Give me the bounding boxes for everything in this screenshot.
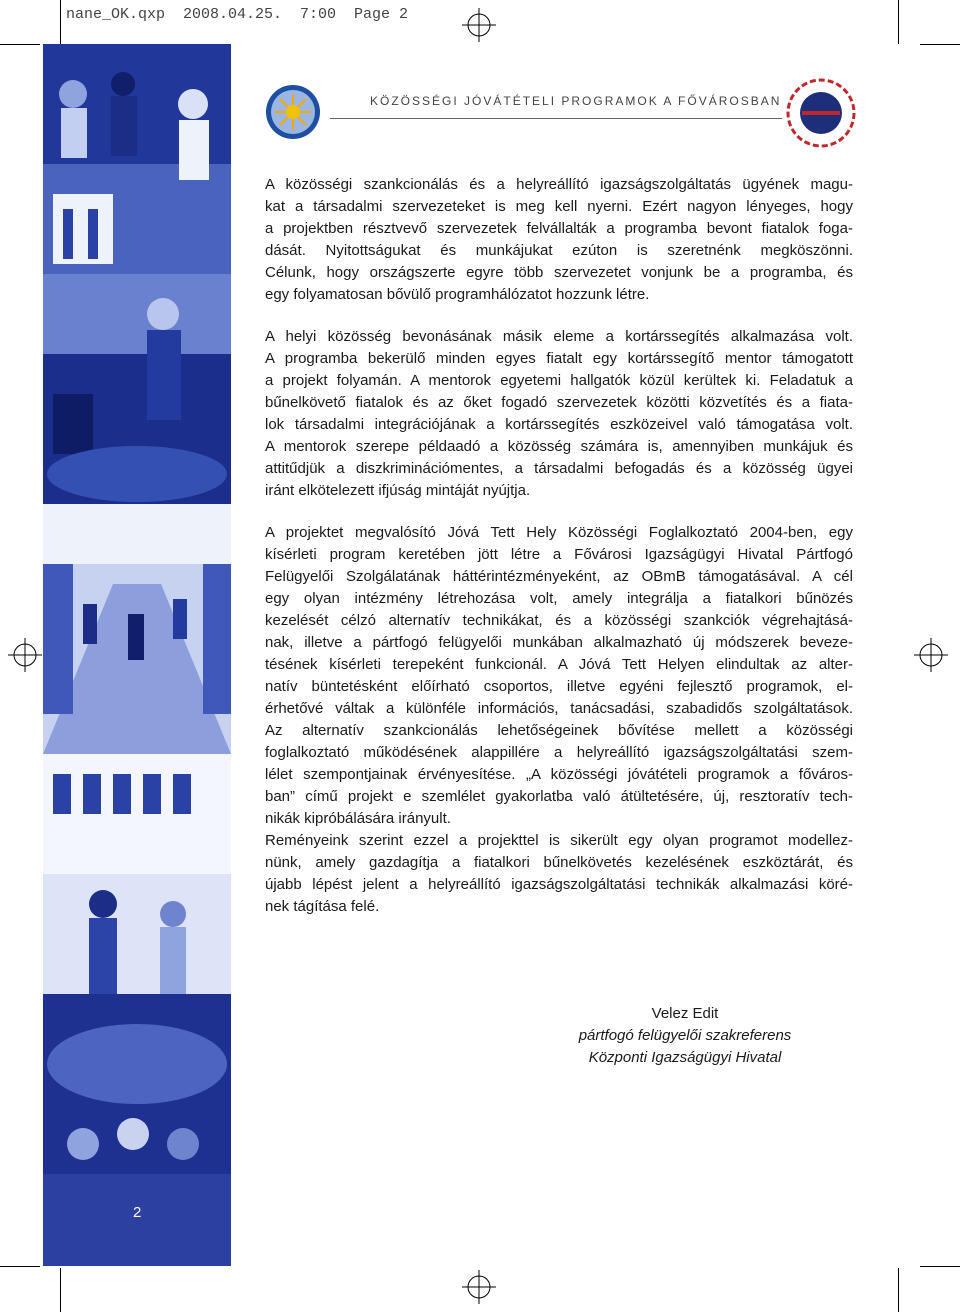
p4-line: nek tágítása felé. xyxy=(265,898,380,915)
p2-line: a projekt folyamán. A mentorok egyetemi hallgatók közül kerültek ki. Feladatuk a xyxy=(265,372,853,389)
p1-line: a projektben résztvevő szervezetek felvállalták a programba bevont fiatalok foga- xyxy=(265,220,853,237)
collage-photo-building xyxy=(43,754,231,994)
sun-emblem-logo xyxy=(265,84,321,140)
p3-line: egy olyan intézmény létrehozása volt, amely integrálja a fiatalkori bűnözés xyxy=(265,590,853,607)
crop-mark-top-left xyxy=(60,0,61,44)
p1-line: kat a társadalmi szervezeteket is meg kell nyerni. Ezért nagyon lényeges, hogy xyxy=(265,198,853,215)
crop-mark-top-right-h xyxy=(920,44,960,45)
signature-role: pártfogó felügyelői szakreferens xyxy=(578,1027,792,1044)
p1-line: egy folyamatosan bővülő programhálózatot hozzunk létre. xyxy=(265,286,650,303)
p1-line: A közösségi szankcionálás és a helyreállító igazságszolgáltatás ügyének magu- xyxy=(265,176,853,193)
registration-mark-top xyxy=(462,8,496,42)
crop-mark-bottom-right xyxy=(898,1268,899,1312)
p3-line: nikák kipróbálására irányult. xyxy=(265,810,451,827)
registration-mark-left xyxy=(8,638,42,672)
p3-line: kezelését célzó alternatív technikákat, és a közösségi szankciók végrehajtásá- xyxy=(265,612,853,629)
p2-line: A helyi közösség bevonásának másik eleme a kortárssegítés alkalmazása volt. xyxy=(265,328,853,345)
photo-collage-strip xyxy=(43,44,231,1266)
paragraph-conclusion xyxy=(265,830,853,918)
p3-line: Felügyelői Szolgálatának háttérintézményeként, az OBmB támogatásával. A cél xyxy=(265,568,853,585)
p2-line: bűnelkövető fiatalok és az őket fogadó szervezetek közötti közvetítés és a fiata- xyxy=(265,394,853,411)
signature-block xyxy=(540,1003,830,1069)
p3-line: A projektet megvalósító Jóvá Tett Hely Közösségi Foglalkoztató 2004-ben, egy xyxy=(265,524,853,541)
registration-mark-bottom xyxy=(462,1270,496,1304)
crop-mark-bottom-right-h xyxy=(920,1266,960,1267)
p3-line: tésének kísérleti terepeként funkcionál. A Jóvá Tett Helyen elindultak az alter- xyxy=(265,656,853,673)
paragraph-project xyxy=(265,522,853,830)
print-slug: nane_OK.qxp 2008.04.25. 7:00 Page 2 xyxy=(66,6,409,23)
p2-line: iránt elkötelezett ifjúság mintáját nyújtja. xyxy=(265,482,531,499)
p2-line: lok társadalmi integrációjának a kortárssegítés eszközeivel való támogatása volt. xyxy=(265,416,853,433)
crop-mark-bottom-left-h xyxy=(0,1266,40,1267)
crop-mark-bottom-left xyxy=(60,1268,61,1312)
p3-line: natív büntetésként előírható csoportos, illetve egyéni fejlesztő programok, el- xyxy=(265,678,853,695)
crop-mark-top-left-h xyxy=(0,44,40,45)
p1-line: Célunk, hogy országszerte egyre több szervezetet vonjunk be a programba, és xyxy=(265,264,853,281)
igazsagugyi-hivatal-logo xyxy=(786,78,856,148)
p3-line: lélet szempontjainak érvényesítése. „A közösségi jóvátételi programok a főváros- xyxy=(265,766,853,783)
p3-line: foglalkoztató működésének alappillére a helyreállító igazságszolgáltatási szem- xyxy=(265,744,853,761)
p4-line: újabb lépést jelent a helyreállító igazságszolgáltatási technikák alkalmazási köré- xyxy=(265,876,853,893)
p3-line: nak, illetve a pártfogó felügyelői munkában alkalmazható új módszerek beveze- xyxy=(265,634,853,651)
header-title: KÖZÖSSÉGI JÓVÁTÉTELI PROGRAMOK A FŐVÁROSBAN xyxy=(370,94,782,108)
collage-photo-group-students xyxy=(43,44,231,274)
p3-line: Az alternatív szankcionálás lehetőségeinek bővítése mellett a közösségi xyxy=(265,722,853,739)
collage-photo-walkway xyxy=(43,504,231,754)
p2-line: A mentorok szerepe példaadó a közösség számára is, amennyiben munkájuk és xyxy=(265,438,853,455)
collage-photo-night-group xyxy=(43,994,231,1266)
p2-line: attitűdjük a diszkriminációmentes, a társadalmi befogadás és a közösség ügyei xyxy=(265,460,853,477)
registration-mark-right xyxy=(914,638,948,672)
signature-organization: Központi Igazságügyi Hivatal xyxy=(588,1049,782,1066)
p2-line: A programba bekerülő minden egyes fiatalt egy kortárssegítő mentor támogatott xyxy=(265,350,853,367)
paragraph-intro xyxy=(265,174,853,306)
header-rule xyxy=(330,118,782,119)
page-number: 2 xyxy=(133,1204,142,1221)
crop-mark-top-right xyxy=(898,0,899,44)
signature-name: Velez Edit xyxy=(651,1005,719,1022)
p3-line: érhetővé váltak a különféle információs, tanácsadási, szabadidős szolgáltatások. xyxy=(265,700,853,717)
p1-line: dását. Nyitottságukat és munkájukat ezúton is szeretnénk megköszönni. xyxy=(265,242,853,259)
p4-line: Reményeink szerint ezzel a projekttel is sikerült egy olyan programot modellez- xyxy=(265,832,853,849)
p3-line: kísérleti program keretében jött létre a Fővárosi Igazságügyi Hivatal Pártfogó xyxy=(265,546,853,563)
paragraph-mentors xyxy=(265,326,853,502)
p4-line: nünk, amely gazdagítja a fiatalkori bűnelkövetés kezelésének eszköztárát, és xyxy=(265,854,853,871)
p3-line: ban” című projekt e szemlélet gyakorlatba való átültetésére, új, resztoratív tech- xyxy=(265,788,853,805)
collage-photo-outdoor xyxy=(43,274,231,504)
